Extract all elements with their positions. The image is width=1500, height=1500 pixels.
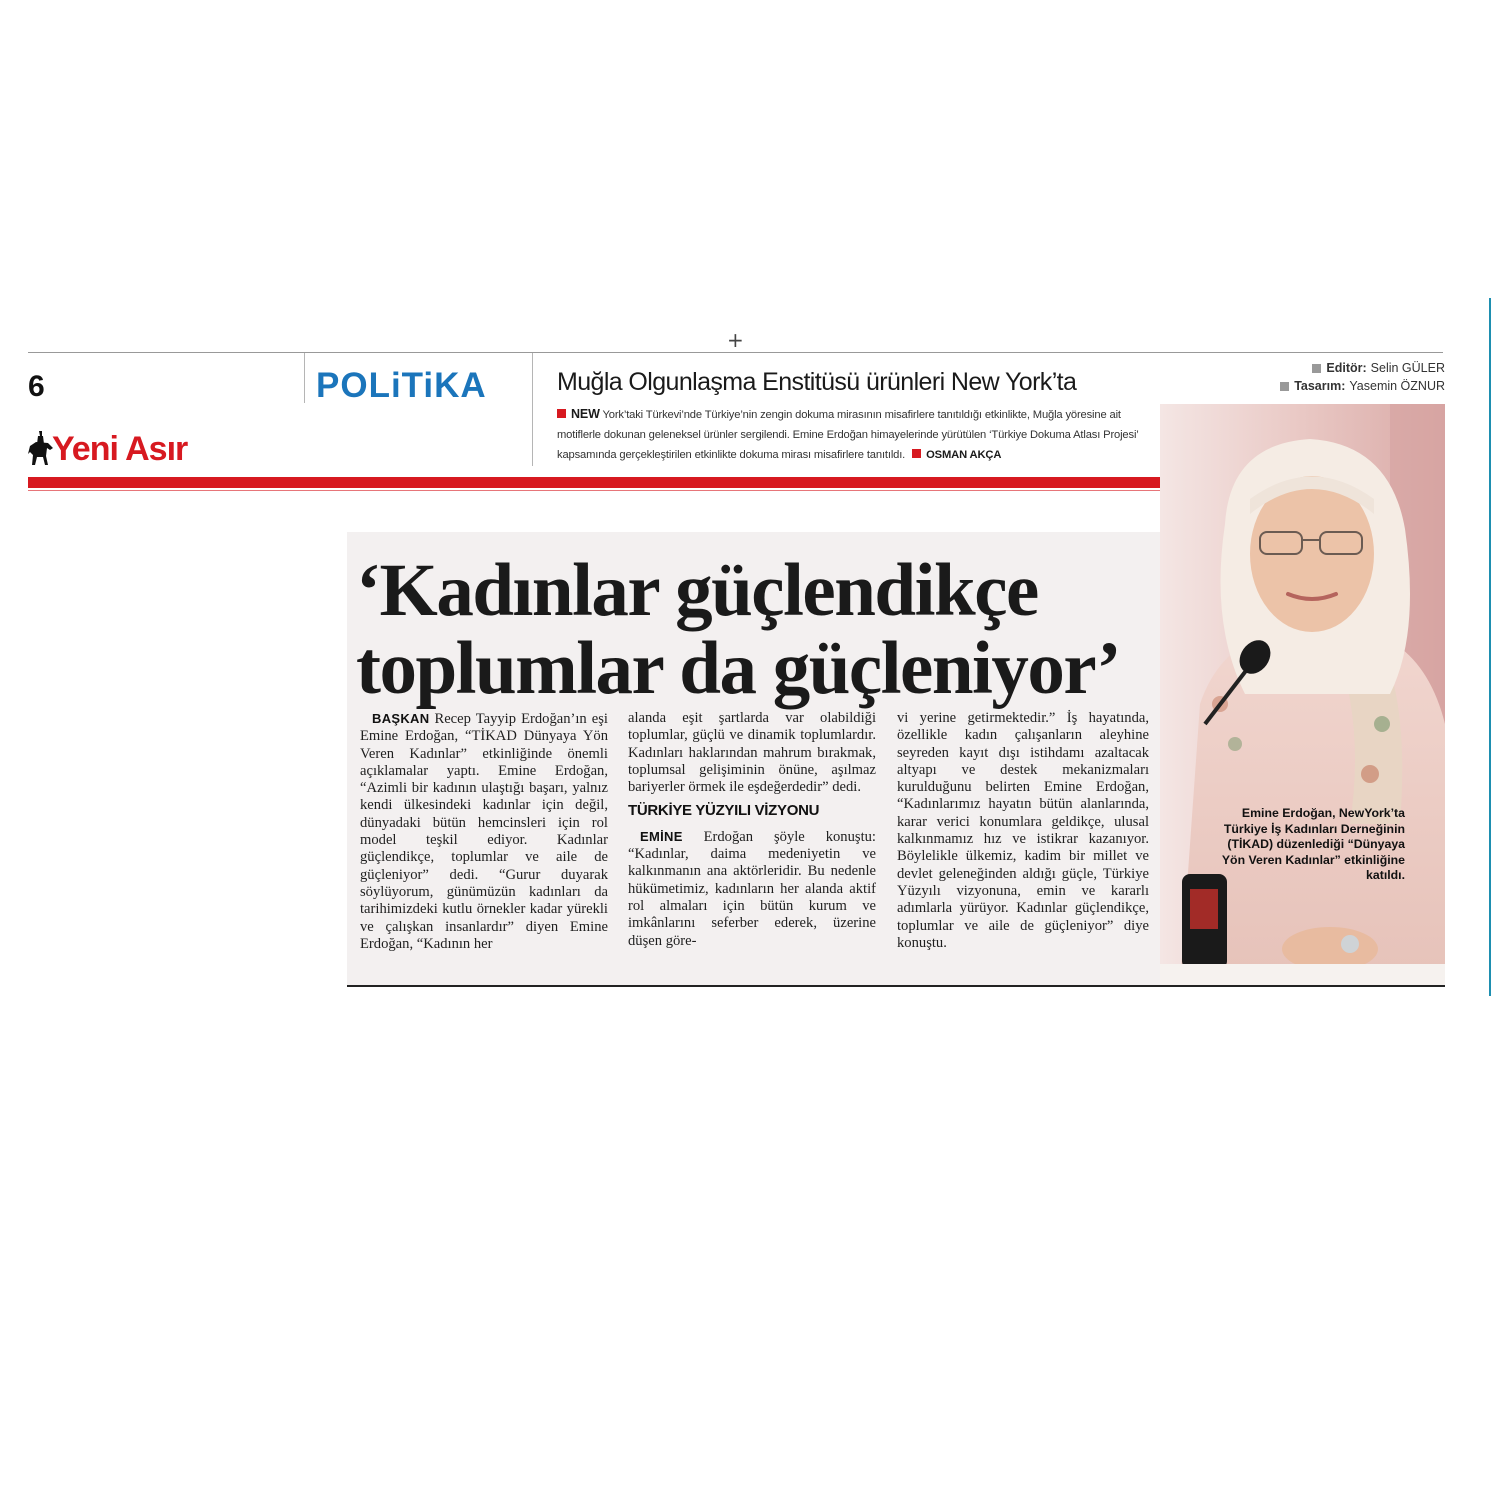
credits — [1265, 359, 1445, 395]
article-column-1 — [360, 710, 608, 953]
editor-credit — [1265, 359, 1445, 377]
gray-square-icon — [1312, 364, 1321, 373]
design-name: Yasemin ÖZNUR — [1349, 379, 1445, 393]
kicker-baskan: BAŞKAN — [372, 711, 430, 726]
horse-rider-icon — [28, 428, 54, 466]
headline-line-1: ‘Kadınlar güçlendikçe — [356, 549, 1038, 632]
header-divider — [532, 353, 533, 466]
design-credit — [1265, 377, 1445, 395]
kicker-emine: EMİNE — [640, 828, 683, 844]
teaser-text: York’taki Türkevi’nde Türkiye’nin zengin dokuma mirasının misafirlere tanıtıldığı etkinlikte, Muğla yöresine ait motiflerle dokunan geleneksel ürünler sergilendi. Emine Erdoğan himayelerinde yürütülen ‘Türkiye Dokuma Atlası Projesi’ kapsamında gerçekleştirilen etkinlikte dokuma mirası misafirlere tanıtıldı. — [557, 409, 1139, 461]
red-square-icon — [557, 409, 566, 418]
column-1-text: Recep Tayyip Erdoğan’ın eşi Emine Erdoğan, “TİKAD Dünyaya Yön Veren Kadınlar” etkinliğinde önemli açıklamalar yaptı. Emine Erdoğan, “Azimli bir kadının ulaştığı başarı, yalnız kendi ülkesindeki kadınlar için değil, dünyadaki bütün hemcinsleri için rol model teşkil ediyor. Kadınlar güçlendikçe, toplumlar ve aile de güçleniyor” dedi. “Gurur duyarak söylüyorum, günümüzün kadınları da tarihimizdeki kutlu örnekler kadar yürekli ve çalışkan insanlardır” diyen Emine Erdoğan, “Kadının her — [360, 711, 608, 952]
editor-name: Selin GÜLER — [1370, 361, 1445, 375]
headline — [356, 549, 1216, 710]
gray-square-icon — [1280, 382, 1289, 391]
design-label: Tasarım: — [1294, 379, 1346, 393]
page-edge-line — [1489, 298, 1491, 996]
teaser-author: OSMAN AKÇA — [926, 449, 1002, 461]
teaser-title: Muğla Olgunlaşma Enstitüsü ürünleri New York’ta — [557, 368, 1077, 396]
page-number: 6 — [28, 370, 45, 403]
column-2-text: alanda eşit şartlarda var olabildiği toplumlar, güçlü ve dinamik toplumlardır. Kadınları haklarından mahrum bırakmak, toplumsal gelişiminin önüne, aşılmaz bariyerler örmek ile eşdeğerdedir” dedi. — [628, 710, 876, 796]
header-divider — [304, 353, 305, 403]
headline-line-2: toplumlar da güçleniyor’ — [356, 627, 1120, 710]
subheading: TÜRKİYE YÜZYILI VİZYONU — [628, 802, 820, 820]
logo-text: Yeni Asır — [52, 430, 188, 468]
column-3-text: vi yerine getirmektedir.” İş hayatında, özellikle kadın çalışanların aleyhine seyreden kayıt dışı istihdamı azaltacak altyapı ve destek mekanizmaları kurulduğunu belirten Emine Erdoğan, “Kadınlarımız hayatın bütün alanlarında, karar verici konumlara geldikçe, ulusal kalkınmamız hız ve istikrar kazanıyor. Böylelikle ülkemiz, kadim bir millet ve devlet geleneğinden aldığı güçle, Türkiye Yüzyılı vizyonuna, emin ve kararlı adımlarla yürüyor. Kadınlar güçlendikçe, toplumlar ve aile de güçleniyor” diye konuştu. — [897, 710, 1149, 951]
section-label: POLiTiKA — [316, 366, 487, 405]
red-square-icon — [912, 449, 921, 458]
photo-caption: Emine Erdoğan, NewYork’ta Türkiye İş Kadınları Derneğinin (TİKAD) düzenlediği “Dünyaya Yön Veren Kadınlar” etkinliğine katıldı. — [1221, 806, 1405, 882]
article-column-2 — [628, 710, 876, 950]
editor-label: Editör: — [1326, 361, 1367, 375]
teaser-body — [557, 404, 1147, 465]
article-column-3 — [897, 710, 1149, 952]
teaser-lead-word: NEW — [571, 407, 600, 421]
crop-mark-icon: + — [727, 328, 744, 352]
article-bottom-rule — [347, 985, 1445, 987]
newspaper-logo — [28, 428, 187, 466]
column-2-text-b: Erdoğan şöyle konuştu: “Kadınlar, daima medeniyetin ve kalkınmanın ana aktörleridir. Bu nedenle hükümetimiz, kadınların her alanda aktif rol almaları için bütün kurum ve imkânlarını seferber ederek, üzerine düşen göre- — [628, 828, 876, 949]
top-rule — [28, 352, 1443, 353]
